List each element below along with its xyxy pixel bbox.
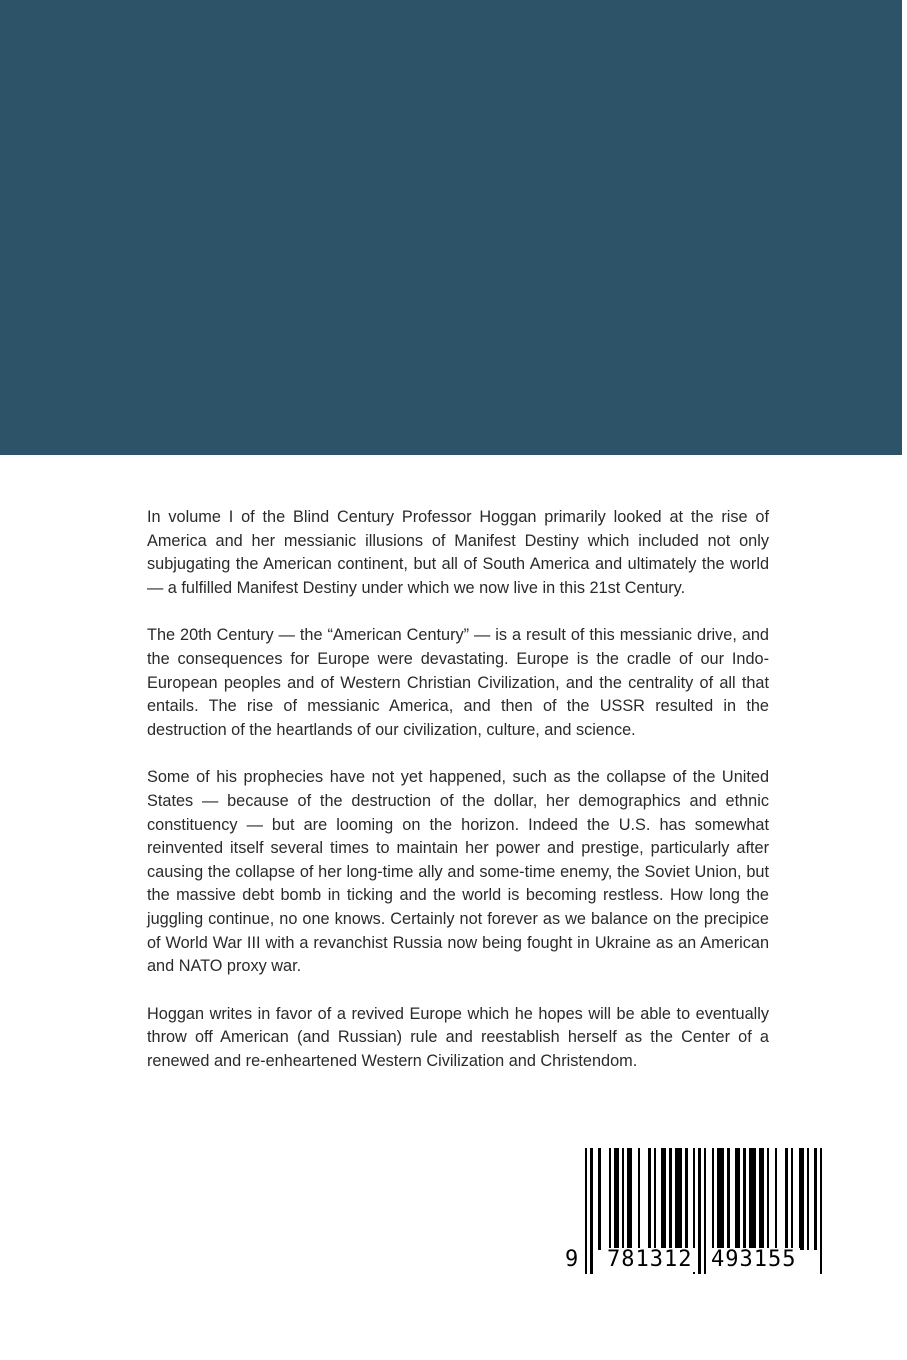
back-cover-blurb bbox=[147, 506, 769, 1097]
barcode-left-digits: 781312 bbox=[603, 1248, 696, 1272]
barcode-bar bbox=[675, 1148, 683, 1250]
blurb-paragraph-4: Hoggan writes in favor of a revived Europe which he hopes will be able to eventually throw off American (and Russian) rule and reestablish herself as the Center of a renewed and re-enheartened Western Civilization and Christendom. bbox=[147, 1004, 769, 1070]
barcode-bar bbox=[759, 1148, 764, 1250]
barcode-first-digit: 9 bbox=[565, 1247, 580, 1272]
barcode-bar bbox=[654, 1148, 656, 1250]
barcode-bar bbox=[791, 1148, 793, 1250]
barcode-bar bbox=[614, 1148, 619, 1250]
barcode-bar bbox=[627, 1148, 632, 1250]
barcode-bar bbox=[590, 1148, 592, 1274]
barcode-bar bbox=[743, 1148, 745, 1250]
barcode-bar bbox=[648, 1148, 650, 1250]
barcode-bar bbox=[622, 1148, 624, 1250]
blurb-paragraph-2: The 20th Century — the “American Century” — is a result of this messianic drive, and the consequences for Europe were devastating. Europe is the cradle of our Indo-European peoples and of Western Christian Civilization, and the centrality of all that entails. The rise of messianic America, and then of the USSR resulted in the destruction of the heartlands of our civilization, culture, and science. bbox=[147, 626, 769, 739]
barcode-bar bbox=[814, 1148, 816, 1250]
blurb-paragraph-3: Some of his prophecies have not yet happened, such as the collapse of the United States — because of the destruction of the dollar, her demographics and ethnic constituency — but are looming on the horizon. Indeed the U.S. has somewhat reinvented itself several times to maintain her power and prestige, particularly after causing the collapse of her long-time ally and some-time enemy, the Soviet Union, but the massive debt bomb in ticking and the world is becoming restless. How long the juggling continue, no one knows. Certainly not forever as we balance on the precipice of World War III with a revanchist Russia now being fought in Ukraine as an American and NATO proxy war. bbox=[147, 768, 769, 976]
barcode-bar bbox=[807, 1148, 809, 1250]
barcode-bar bbox=[799, 1148, 804, 1250]
barcode-bar bbox=[717, 1148, 725, 1250]
barcode-bar bbox=[775, 1148, 777, 1250]
barcode-bar bbox=[735, 1148, 740, 1250]
isbn-barcode bbox=[565, 1148, 825, 1274]
barcode-bar bbox=[767, 1148, 769, 1250]
barcode-bar bbox=[685, 1148, 687, 1250]
blurb-paragraph-1: In volume I of the Blind Century Professor Hoggan primarily looked at the rise of America and her messianic illusions of Manifest Destiny which included not only subjugating the American continent, but all of South America and ultimately the world — a fulfilled Manifest Destiny under which we now live in this 21st Century. bbox=[147, 508, 769, 597]
barcode-bar bbox=[698, 1148, 700, 1274]
barcode-bar bbox=[704, 1148, 706, 1274]
barcode-bar bbox=[820, 1148, 822, 1274]
barcode-right-digits: 493155 bbox=[707, 1248, 800, 1272]
barcode-bar bbox=[727, 1148, 729, 1250]
barcode-bar bbox=[598, 1148, 600, 1250]
barcode-bar bbox=[785, 1148, 787, 1250]
barcode-bar bbox=[585, 1148, 587, 1274]
barcode-bar bbox=[638, 1148, 640, 1250]
barcode-bar bbox=[712, 1148, 714, 1250]
barcode-bar bbox=[749, 1148, 757, 1250]
barcode-bar bbox=[609, 1148, 611, 1250]
barcode-bar bbox=[669, 1148, 671, 1250]
cover-color-band bbox=[0, 0, 902, 455]
barcode-bar bbox=[661, 1148, 666, 1250]
